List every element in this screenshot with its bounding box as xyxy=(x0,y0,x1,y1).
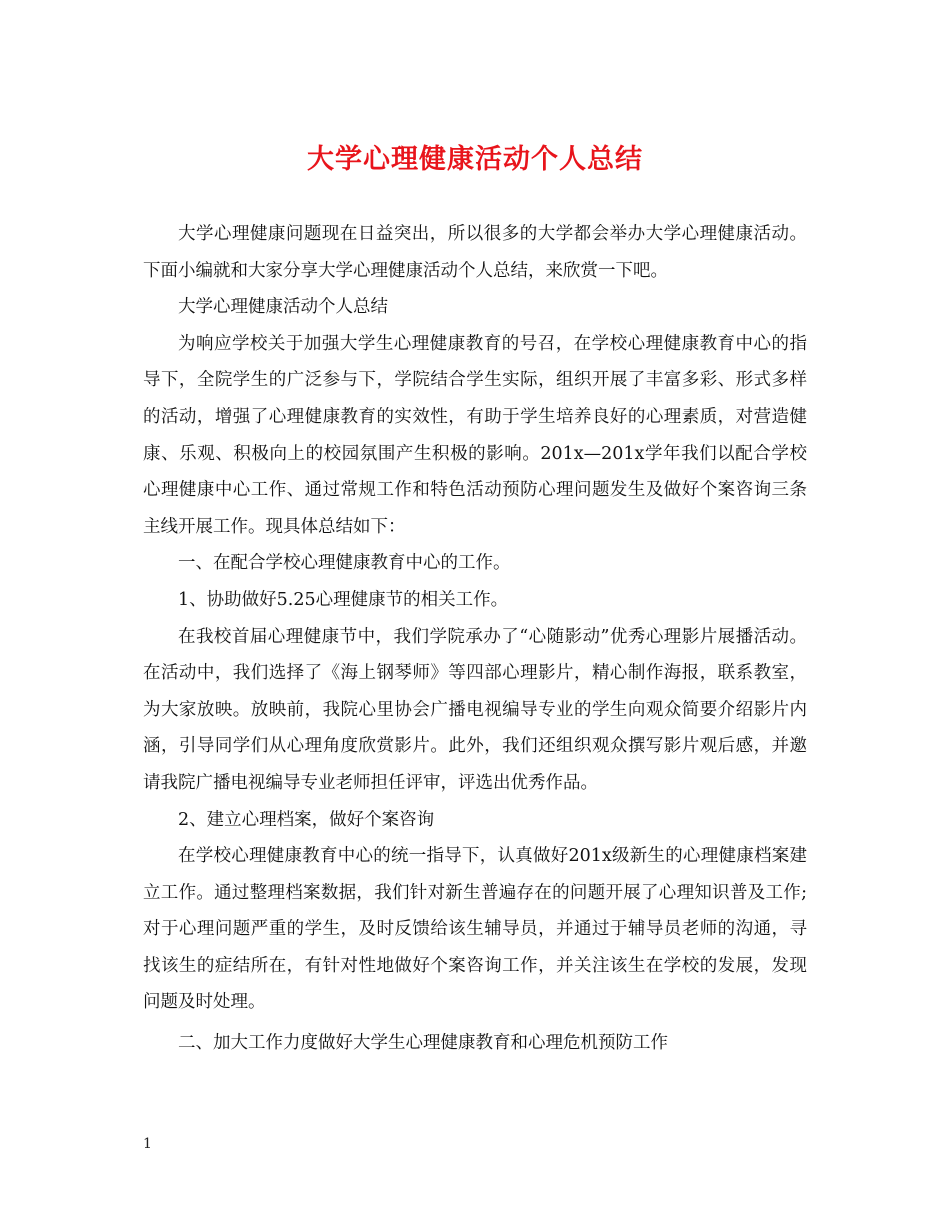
document-body xyxy=(143,216,807,1062)
paragraph-item-1-body: 在我校首届心理健康节中，我们学院承办了“心随影动”优秀心理影片展播活动。在活动中，我们选择了《海上钢琴师》等四部心理影片，精心制作海报，联系教室，为大家放映。放映前，我院心里协会广播电视编导专业的学生向观众简要介绍影片内涵，引导同学们从心理角度欣赏影片。此外，我们还组织观众撰写影片观后感，并邀请我院广播电视编导专业老师担任评审，评选出优秀作品。 xyxy=(143,626,807,793)
paragraph-intro: 大学心理健康问题现在日益突出，所以很多的大学都会举办大学心理健康活动。下面小编就和大家分享大学心理健康活动个人总结，来欣赏一下吧。 xyxy=(143,224,807,281)
paragraph-section-2-heading: 二、加大工作力度做好大学生心理健康教育和心理危机预防工作 xyxy=(178,1033,668,1054)
page-number: 1 xyxy=(143,1136,152,1152)
paragraph-subtitle: 大学心理健康活动个人总结 xyxy=(178,297,388,318)
paragraph-item-2-body: 在学校心理健康教育中心的统一指导下，认真做好201x级新生的心理健康档案建立工作。通过整理档案数据，我们针对新生普遍存在的问题开展了心理知识普及工作;对于心理问题严重的学生，及时反馈给该生辅导员，并通过于辅导员老师的沟通，寻找该生的症结所在，有针对性地做好个案咨询工作，并关注该生在学校的发展，发现问题及时处理。 xyxy=(143,846,807,1013)
paragraph-item-1-heading: 1、协助做好5.25心理健康节的相关工作。 xyxy=(178,589,509,610)
paragraph-section-1-heading: 一、在配合学校心理健康教育中心的工作。 xyxy=(178,553,511,574)
paragraph-overview: 为响应学校关于加强大学生心理健康教育的号召，在学校心理健康教育中心的指导下，全院学生的广泛参与下，学院结合学生实际，组织开展了丰富多彩、形式多样的活动，增强了心理健康教育的实效性，有助于学生培养良好的心理素质，对营造健康、乐观、积极向上的校园氛围产生积极的影响。201x—201x学年我们以配合学校心理健康中心工作、通过常规工作和特色活动预防心理问题发生及做好个案咨询三条主线开展工作。现具体总结如下： xyxy=(143,333,807,537)
document-title: 大学心理健康活动个人总结 xyxy=(307,144,643,175)
paragraph-item-2-heading: 2、建立心理档案，做好个案咨询 xyxy=(178,809,435,830)
